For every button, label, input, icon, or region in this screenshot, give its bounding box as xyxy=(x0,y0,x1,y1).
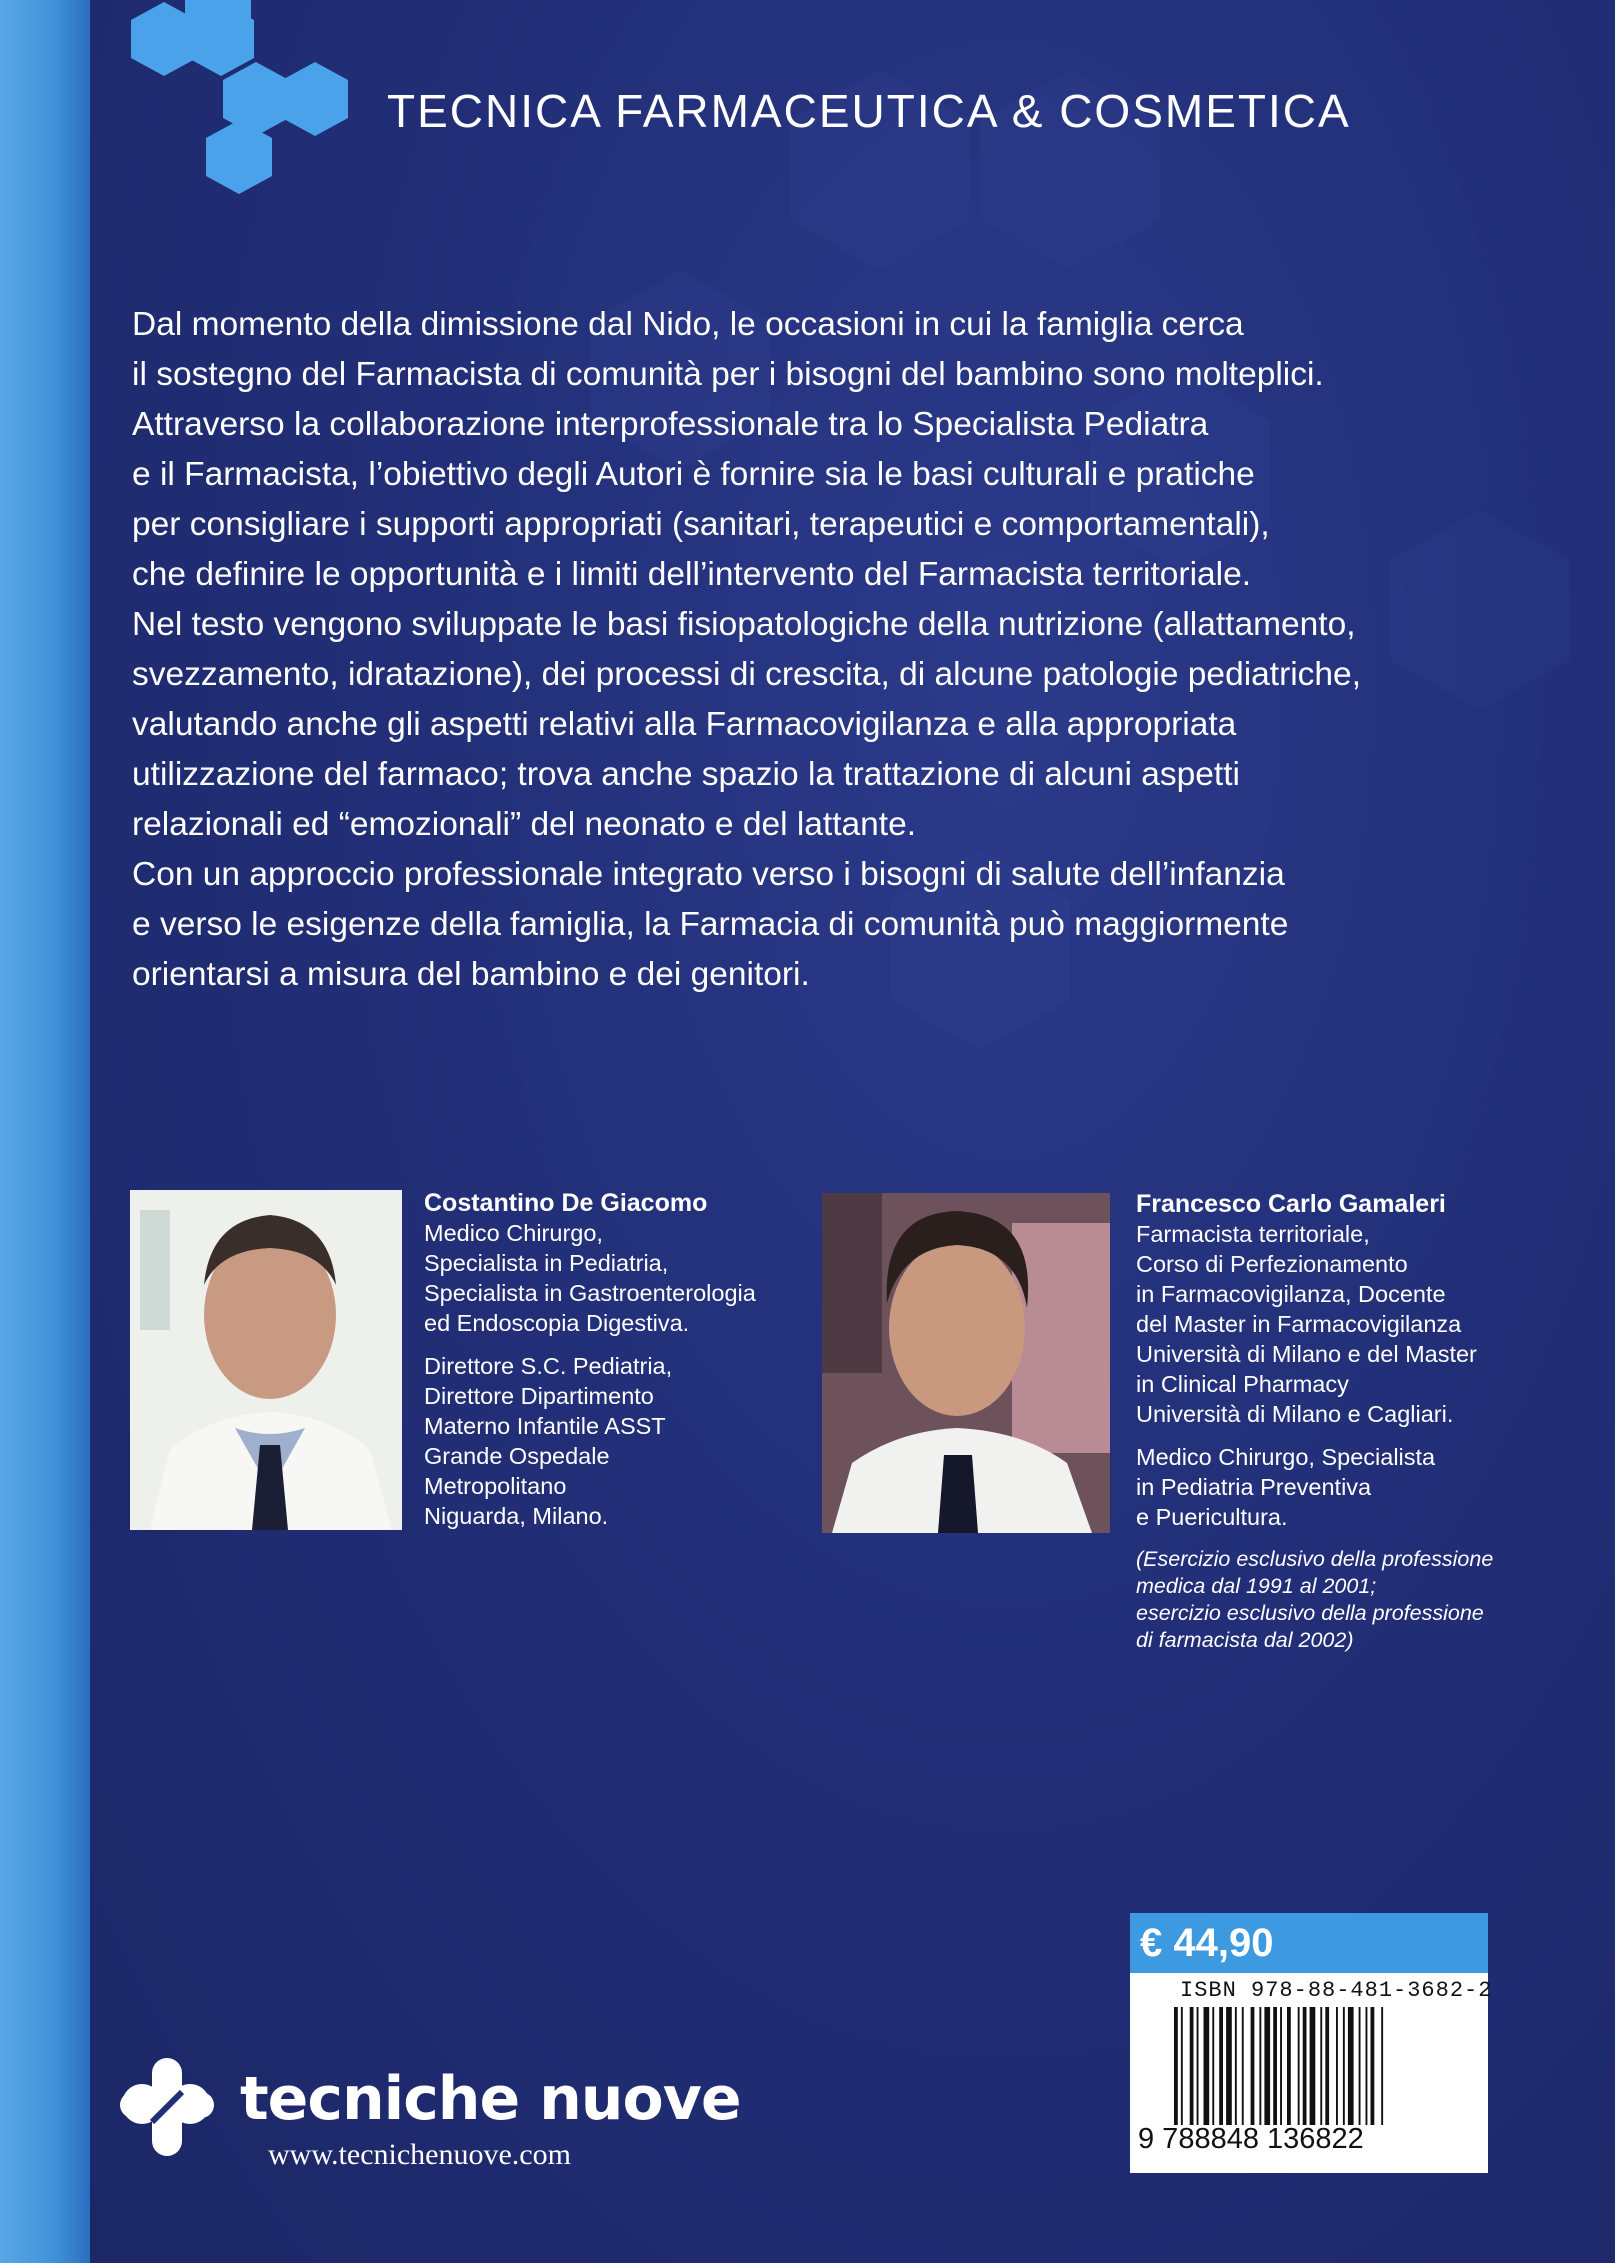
author-note xyxy=(1136,1546,1556,1654)
author-name: Francesco Carlo Gamaleri xyxy=(1136,1190,1446,1218)
back-cover xyxy=(90,0,1615,2263)
author-bio-gamaleri xyxy=(1136,1189,1556,1654)
bio-line: Università di Milano e Cagliari. xyxy=(1136,1401,1454,1427)
barcode-bar xyxy=(1325,2007,1329,2125)
publisher-name: tecniche nuove xyxy=(240,2064,741,2134)
portrait-illustration xyxy=(822,1193,1110,1533)
bio-line: ed Endoscopia Digestiva. xyxy=(424,1310,690,1336)
blurb-line: Con un approccio professionale integrato verso i bisogni di salute dell’infanzia xyxy=(132,856,1285,893)
bio-line: Corso di Perfezionamento xyxy=(1136,1251,1408,1277)
note-line: di farmacista dal 2002) xyxy=(1136,1628,1354,1652)
author-bio-block xyxy=(1136,1219,1556,1429)
blurb-line: orientarsi a misura del bambino e dei genitori. xyxy=(132,956,810,993)
bio-line: in Pediatria Preventiva xyxy=(1136,1474,1372,1500)
blurb-line: per consigliare i supporti appropriati (sanitari, terapeutici e comportamentali), xyxy=(132,506,1270,543)
series-title: TECNICA FARMACEUTICA & COSMETICA xyxy=(387,85,1351,137)
blurb-line: Attraverso la collaborazione interprofessionale tra lo Specialista Pediatra xyxy=(132,406,1209,443)
barcode-bar xyxy=(1264,2007,1270,2125)
author-bio-block xyxy=(424,1218,824,1338)
back-cover-blurb xyxy=(132,300,1492,1000)
bio-line: Specialista in Gastroenterologia xyxy=(424,1280,756,1306)
barcode-digits: 9 788848 136822 xyxy=(1138,2123,1364,2155)
blurb-line: relazionali ed “emozionali” del neonato e del lattante. xyxy=(132,806,917,843)
author-photo-de-giacomo xyxy=(130,1190,402,1530)
barcode-bar xyxy=(1273,2007,1277,2125)
note-line: (Esercizio esclusivo della professione xyxy=(1136,1547,1494,1571)
barcode-bar xyxy=(1348,2007,1354,2125)
tecniche-nuove-logo-icon xyxy=(112,2052,222,2162)
author-photo-gamaleri xyxy=(822,1193,1110,1533)
blurb-line: Nel testo vengono sviluppate le basi fisiopatologiche della nutrizione (allattamento, xyxy=(132,606,1356,643)
bio-line: e Puericultura. xyxy=(1136,1504,1288,1530)
bio-line: del Master in Farmacovigilanza xyxy=(1136,1311,1462,1337)
barcode-panel xyxy=(1130,1973,1493,2173)
barcode-bar xyxy=(1204,2007,1210,2125)
barcode-bar xyxy=(1219,2007,1223,2125)
blurb-line: Dal momento della dimissione dal Nido, le occasioni in cui la famiglia cerca xyxy=(132,306,1244,343)
barcode-bars xyxy=(1174,2007,1444,2125)
barcode-bar xyxy=(1359,2007,1361,2125)
blurb-line: utilizzazione del farmaco; trova anche spazio la trattazione di alcuni aspetti xyxy=(132,756,1240,793)
barcode-bar xyxy=(1381,2007,1383,2125)
author-name: Costantino De Giacomo xyxy=(424,1189,708,1217)
barcode-bar xyxy=(1280,2007,1282,2125)
bio-line: Grande Ospedale xyxy=(424,1443,610,1469)
barcode-bar xyxy=(1197,2007,1199,2125)
bio-line: Università di Milano e del Master xyxy=(1136,1341,1477,1367)
bio-line: Direttore Dipartimento xyxy=(424,1383,654,1409)
barcode-bar xyxy=(1371,2007,1375,2125)
author-bio-de-giacomo xyxy=(424,1188,824,1531)
portrait-illustration xyxy=(130,1190,402,1530)
blurb-line: che definire le opportunità e i limiti dell’intervento del Farmacista territoriale. xyxy=(132,556,1252,593)
barcode-bar xyxy=(1226,2007,1232,2125)
blurb-line: e verso le esigenze della famiglia, la Farmacia di comunità può maggiormente xyxy=(132,906,1289,943)
barcode-bar xyxy=(1303,2007,1307,2125)
barcode-bar xyxy=(1259,2007,1261,2125)
bio-line: Materno Infantile ASST xyxy=(424,1413,666,1439)
bio-line: Niguarda, Milano. xyxy=(424,1503,609,1529)
publisher-url[interactable]: www.tecnichenuove.com xyxy=(268,2138,571,2171)
bio-line: Medico Chirurgo, Specialista xyxy=(1136,1444,1436,1470)
barcode-bar xyxy=(1298,2007,1300,2125)
barcode-bar xyxy=(1343,2007,1345,2125)
bio-line: in Clinical Pharmacy xyxy=(1136,1371,1349,1397)
author-bio-block xyxy=(1136,1442,1556,1532)
blurb-line: il sostegno del Farmacista di comunità per i bisogni del bambino sono molteplici. xyxy=(132,356,1324,393)
barcode-bar xyxy=(1190,2007,1194,2125)
barcode-bar xyxy=(1181,2007,1183,2125)
note-line: medica dal 1991 al 2001; xyxy=(1136,1574,1377,1598)
barcode-bar xyxy=(1251,2007,1255,2125)
bio-line: Metropolitano xyxy=(424,1473,567,1499)
bio-line: Medico Chirurgo, xyxy=(424,1220,603,1246)
barcode-bar xyxy=(1310,2007,1316,2125)
blurb-line: e il Farmacista, l’obiettivo degli Autori è fornire sia le basi culturali e pratiche xyxy=(132,456,1255,493)
barcode-bar xyxy=(1320,2007,1322,2125)
blurb-line: valutando anche gli aspetti relativi alla Farmacovigilanza e alla appropriata xyxy=(132,706,1237,743)
bio-line: Specialista in Pediatria, xyxy=(424,1250,669,1276)
note-line: esercizio esclusivo della professione xyxy=(1136,1601,1484,1625)
series-hexagon-logo xyxy=(130,0,390,200)
bio-line: in Farmacovigilanza, Docente xyxy=(1136,1281,1446,1307)
barcode-bar xyxy=(1336,2007,1338,2125)
bio-line: Direttore S.C. Pediatria, xyxy=(424,1353,673,1379)
barcode-bar xyxy=(1212,2007,1214,2125)
barcode-bar xyxy=(1287,2007,1291,2125)
barcode-bar xyxy=(1366,2007,1368,2125)
barcode-bar xyxy=(1242,2007,1244,2125)
isbn-label: ISBN 978-88-481-3682-2 xyxy=(1180,1978,1493,2003)
author-bio-block xyxy=(424,1351,824,1531)
price-label: € 44,90 xyxy=(1140,1921,1274,1965)
barcode-bar xyxy=(1235,2007,1237,2125)
barcode-bar xyxy=(1174,2007,1178,2125)
bio-line: Farmacista territoriale, xyxy=(1136,1221,1370,1247)
blurb-line: svezzamento, idratazione), dei processi di crescita, di alcune patologie pediatriche, xyxy=(132,656,1361,693)
book-spine-strip xyxy=(0,0,90,2263)
price-band xyxy=(1130,1913,1488,1973)
